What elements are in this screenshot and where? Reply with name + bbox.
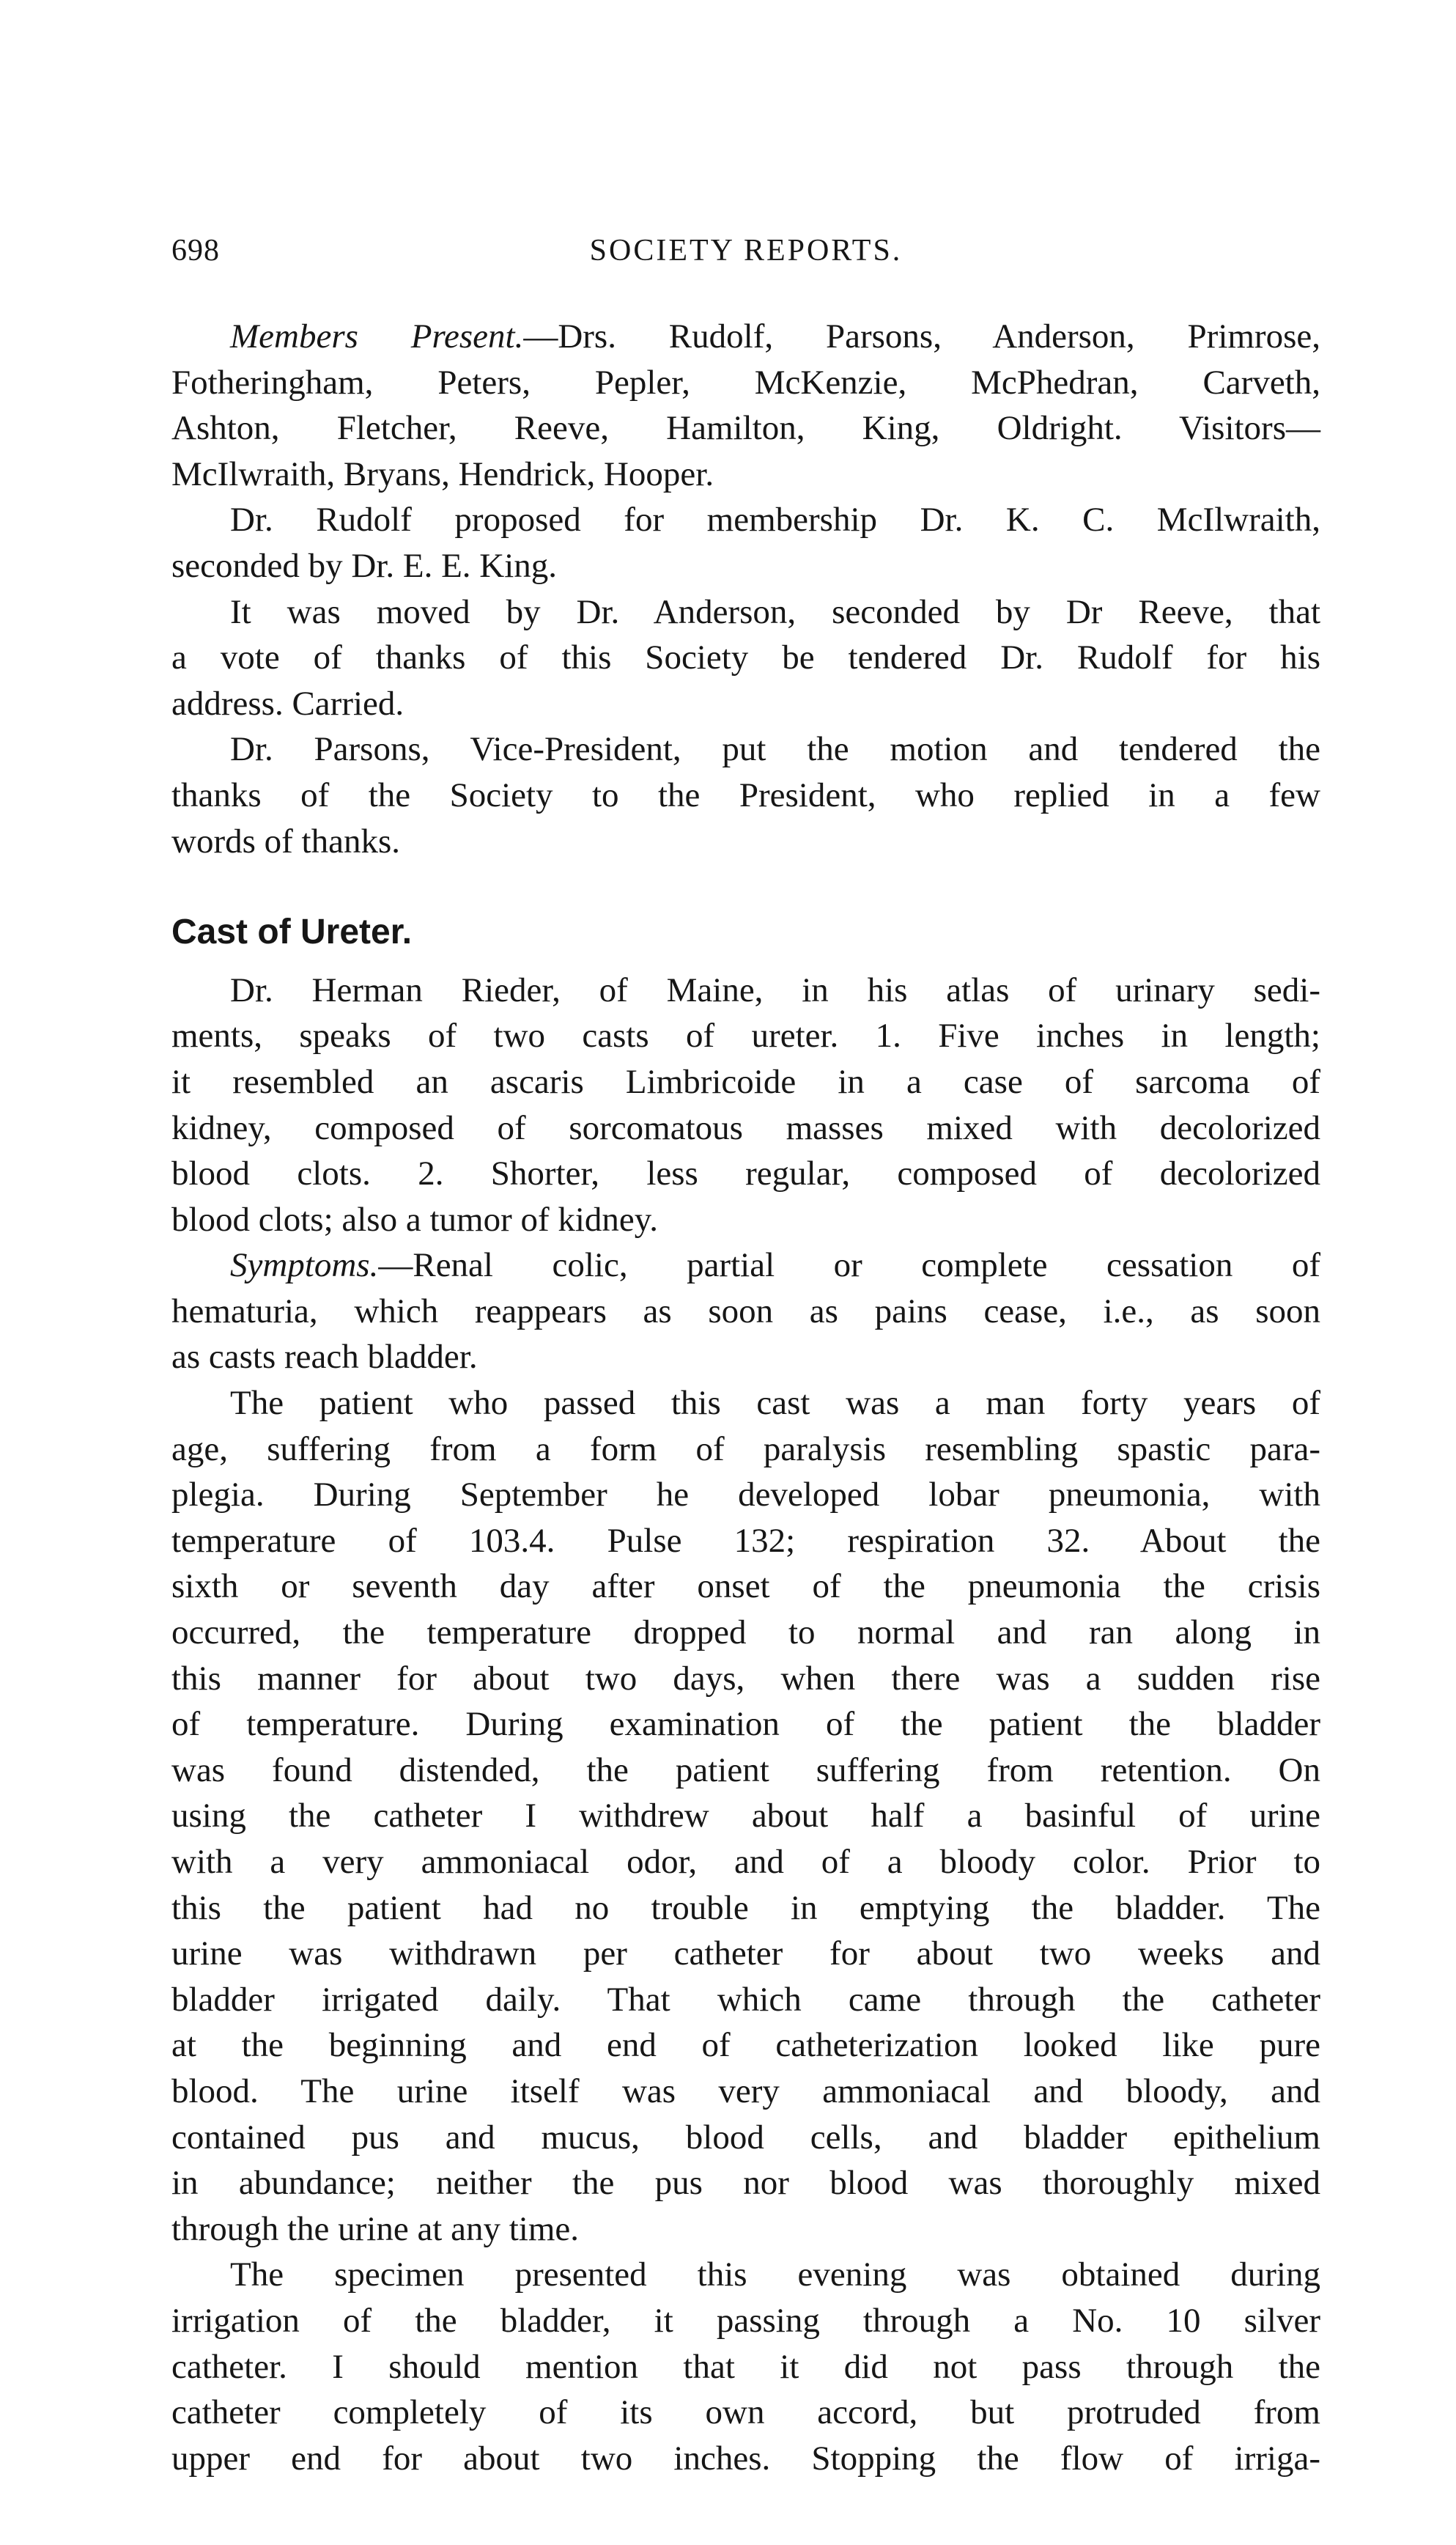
text-line: contained pus and mucus, blood cells, and bladder epithelium xyxy=(171,2118,1320,2157)
text-line: through the urine at any time. xyxy=(171,2209,580,2248)
text-line: bladder irrigated daily. That which came through the catheter xyxy=(171,1980,1320,2019)
text-line: catheter. I should mention that it did not pass through the xyxy=(171,2347,1320,2386)
text-line: Dr. Rudolf proposed for membership Dr. K. C. McIlwraith, xyxy=(230,501,1320,539)
text-line: using the catheter I withdrew about half a basinful of urine xyxy=(171,1797,1320,1835)
text-line: it resembled an ascaris Limbricoide in a case of sarcoma of xyxy=(171,1062,1320,1101)
text-line: Dr. Herman Rieder, of Maine, in his atlas of urinary sedi- xyxy=(230,971,1320,1009)
text-line: occurred, the temperature dropped to normal and ran along in xyxy=(171,1613,1320,1652)
text-line: The specimen presented this evening was obtained during xyxy=(230,2255,1320,2294)
text-line: Fotheringham, Peters, Pepler, McKenzie, McPhedran, Carveth, xyxy=(171,363,1320,402)
paragraph-rieder-atlas xyxy=(171,968,1320,1243)
text-line: was found distended, the patient suffering from retention. On xyxy=(171,1750,1320,1789)
text-line: blood. The urine itself was very ammoniacal and bloody, and xyxy=(171,2071,1320,2110)
symptoms-lead: Symptoms. xyxy=(230,1246,379,1285)
text-line: Symptoms.—Renal colic, partial or complete cessation of xyxy=(230,1246,1320,1285)
text-line: It was moved by Dr. Anderson, seconded by Dr Reeve, that xyxy=(230,592,1320,631)
text-line: blood clots; also a tumor of kidney. xyxy=(171,1200,658,1239)
text-line: this manner for about two days, when there was a sudden rise xyxy=(171,1659,1320,1698)
text-line: temperature of 103.4. Pulse 132; respiration 32. About the xyxy=(171,1521,1320,1560)
text-line: catheter completely of its own accord, but protruded from xyxy=(171,2393,1320,2432)
text-line: thanks of the Society to the President, who replied in a few xyxy=(171,776,1320,814)
paragraph-patient-history xyxy=(171,1380,1320,2252)
page-number: 698 xyxy=(171,234,220,268)
section-heading: Cast of Ureter. xyxy=(171,913,413,952)
running-head-title: SOCIETY REPORTS. xyxy=(589,234,903,268)
paragraph-vote-of-thanks xyxy=(171,589,1320,727)
body-text xyxy=(171,314,1320,2481)
text-line: a vote of thanks of this Society be tendered Dr. Rudolf for his xyxy=(171,638,1320,677)
text-line: plegia. During September he developed lobar pneumonia, with xyxy=(171,1476,1320,1514)
text-line: irrigation of the bladder, it passing through a No. 10 silver xyxy=(171,2301,1320,2340)
text-line: address. Carried. xyxy=(171,684,404,723)
running-head xyxy=(171,233,1320,277)
text-line: age, suffering from a form of paralysis resembling spastic para- xyxy=(171,1429,1320,1468)
text-line: ments, speaks of two casts of ureter. 1. Five inches in length; xyxy=(171,1017,1320,1056)
text-line: kidney, composed of sorcomatous masses mixed with decolorized xyxy=(171,1108,1320,1147)
text-line: as casts reach bladder. xyxy=(171,1338,478,1377)
text-line: The patient who passed this cast was a man forty years of xyxy=(230,1384,1320,1423)
text-line: sixth or seventh day after onset of the pneumonia the crisis xyxy=(171,1567,1320,1606)
text-line: Dr. Parsons, Vice-President, put the motion and tendered the xyxy=(230,730,1320,769)
text-line: at the beginning and end of catheterization looked like pure xyxy=(171,2026,1320,2065)
text-line: blood clots. 2. Shorter, less regular, composed of decolorized xyxy=(171,1154,1320,1193)
text-line: McIlwraith, Bryans, Hendrick, Hooper. xyxy=(171,454,714,493)
paragraph-members-present xyxy=(171,314,1320,497)
text-line: upper end for about two inches. Stopping the flow of irriga- xyxy=(171,2439,1320,2478)
members-present-lead: Members Present. xyxy=(230,317,524,356)
paragraph-membership-proposal xyxy=(171,497,1320,589)
paragraph-vice-president xyxy=(171,726,1320,864)
paragraph-specimen xyxy=(171,2252,1320,2481)
text-line: Ashton, Fletcher, Reeve, Hamilton, King, Oldright. Visitors— xyxy=(171,409,1320,448)
text-line: seconded by Dr. E. E. King. xyxy=(171,546,558,585)
text-line: with a very ammoniacal odor, and of a bloody color. Prior to xyxy=(171,1843,1320,1881)
paragraph-symptoms xyxy=(171,1242,1320,1380)
text-line: urine was withdrawn per catheter for about two weeks and xyxy=(171,1934,1320,1973)
text-line: Members Present.—Drs. Rudolf, Parsons, Anderson, Primrose, xyxy=(230,317,1320,356)
text-line: hematuria, which reappears as soon as pains cease, i.e., as soon xyxy=(171,1292,1320,1330)
text-line: this the patient had no trouble in emptying the bladder. The xyxy=(171,1888,1320,1927)
text-line: of temperature. During examination of the patient the bladder xyxy=(171,1705,1320,1744)
text-line: in abundance; neither the pus nor blood was thoroughly mixed xyxy=(171,2164,1320,2203)
text-line: words of thanks. xyxy=(171,822,400,861)
